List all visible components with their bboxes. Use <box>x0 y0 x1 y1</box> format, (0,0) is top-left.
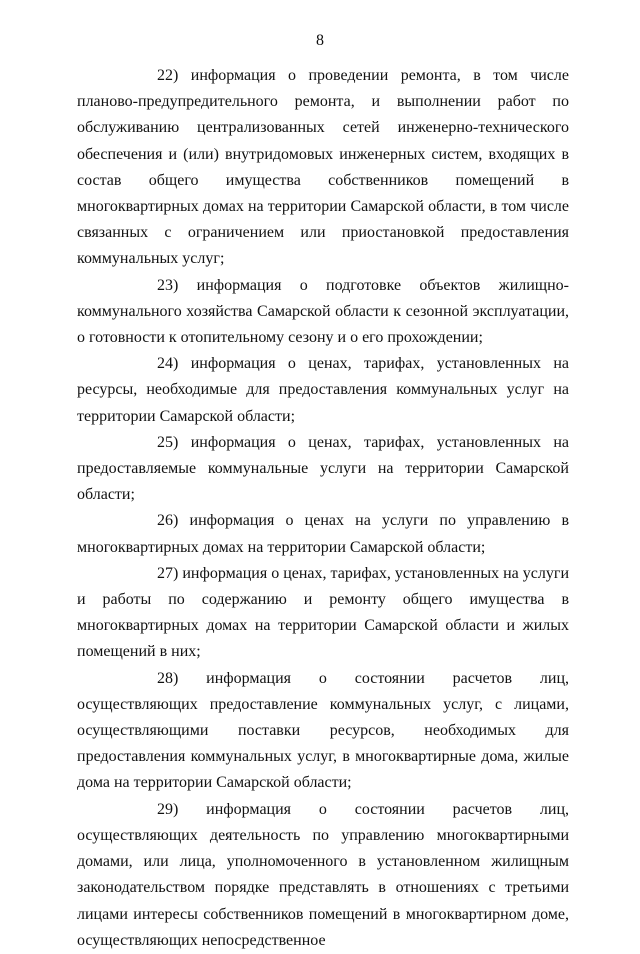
item-text: информация о ценах, тарифах, установленных на предоставляемые коммунальные услуги на территории Самарской области; <box>77 433 569 504</box>
item-text: информация о проведении ремонта, в том числе планово-предупредительного ремонта, и выполнении работ по обслуживанию централизованных сетей инженерно-технического обеспечения и (или) внутридомовых инженерных систем, входящих в состав общего имущества собственников помещений в многоквартирных домах на территории Самарской области, в том числе связанных с ограничением или приостановкой предоставления коммунальных услуг; <box>77 67 569 268</box>
list-item-25 <box>77 430 569 509</box>
list-item-23 <box>77 273 569 352</box>
item-number: 23) <box>157 276 179 294</box>
list-item-24 <box>77 351 569 430</box>
item-number: 22) <box>157 67 179 84</box>
item-text: информация о ценах на услуги по управлению в многоквартирных домах на территории Самарской области; <box>77 512 570 556</box>
item-text: информация о состоянии расчетов лиц, осуществляющих деятельность по управлению многоквартирными домами, или лица, уполномоченного в установленном жилищным законодательством порядке представлять в отношениях с третьими лицами интересы собственников помещений в многоквартирном доме, осуществляющих непосредственное <box>77 800 569 949</box>
document-body <box>77 63 569 954</box>
item-text: информация о состоянии расчетов лиц, осуществляющих предоставление коммунальных услуг, с лицами, осуществляющими поставки ресурсов, необходимых для предоставления коммунальных услуг, в многоквартирные дома, жилые дома на территории Самарской области; <box>77 669 569 792</box>
list-item-22 <box>77 63 569 273</box>
item-text: информация о ценах, тарифах, установленных на ресурсы, необходимые для предоставления коммунальных услуг на территории Самарской области; <box>77 355 569 425</box>
page-number: 8 <box>316 32 324 49</box>
item-number: 28) <box>157 669 179 687</box>
item-number: 27) <box>157 564 179 582</box>
item-text: информация о подготовке объектов жилищно-коммунального хозяйства Самарской области к сезонной эксплуатации, о готовности к отопительному сезону и о его прохождении; <box>77 276 570 347</box>
item-number: 26) <box>157 512 179 530</box>
item-text: информация о ценах, тарифах, установленных на услуги и работы по содержанию и ремонту общего имущества в многоквартирных домах на территории Самарской области и жилых помещений в них; <box>77 564 570 661</box>
list-item-26 <box>77 508 569 560</box>
list-item-28 <box>77 666 569 797</box>
item-number: 25) <box>157 433 179 451</box>
list-item-27 <box>77 561 569 666</box>
item-number: 29) <box>157 800 179 818</box>
list-item-29 <box>77 797 569 954</box>
item-number: 24) <box>157 355 179 373</box>
